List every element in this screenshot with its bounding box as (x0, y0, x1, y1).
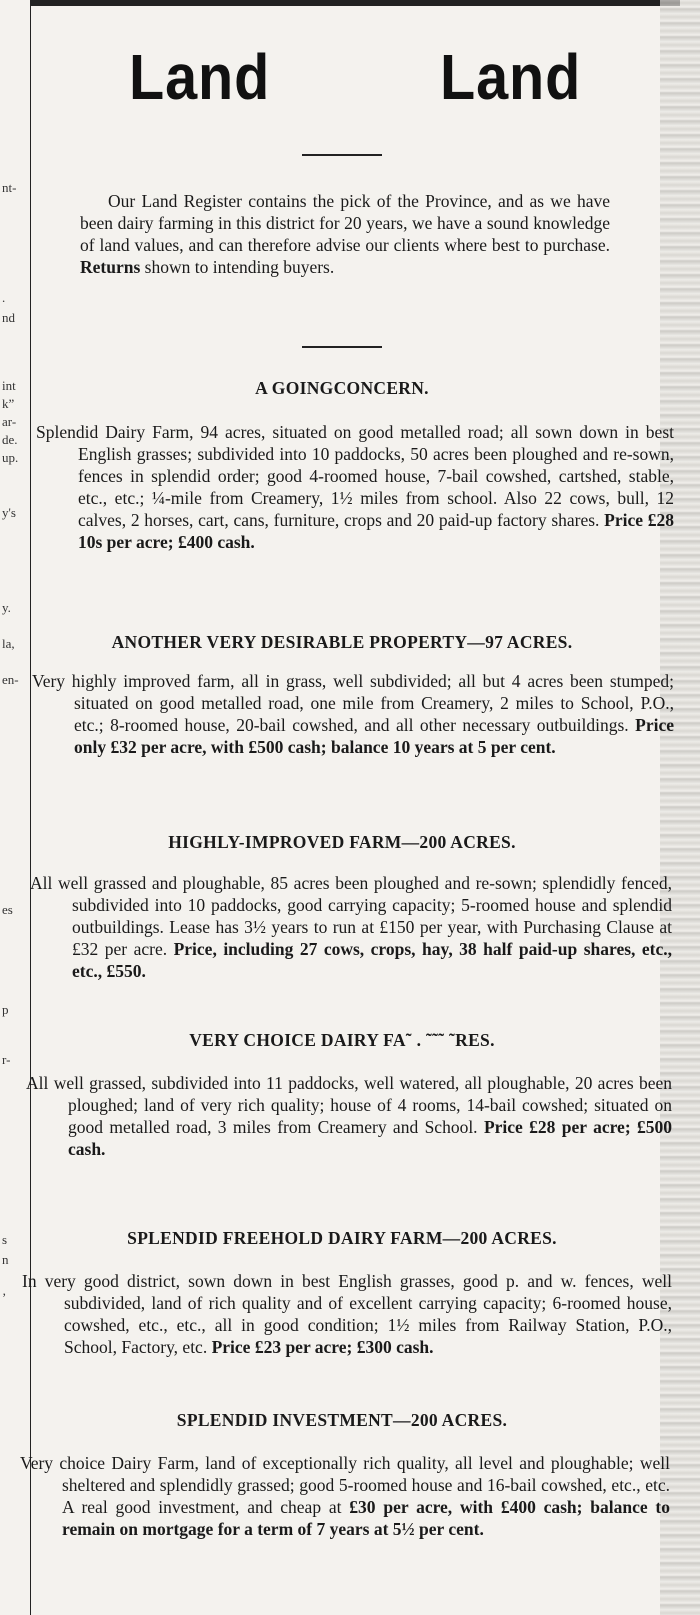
listing-price: Price only £32 per acre, with £500 cash; balance 10 years at 5 per cent. (74, 715, 674, 757)
listing-title: A GOINGCONCERN. (255, 378, 429, 398)
adjacent-fragment: la, (2, 636, 15, 651)
listing-body: All well grassed, subdivided into 11 paddocks, well watered, all ploughable, 20 acres been ploughed; land of very rich quality; house of 4 rooms, 14-bail cowshed; situated on good metalled road, 3 miles from Creamery and School. Price £28 per acre; £500 cash. (26, 1073, 673, 1159)
adjacent-fragment: ar- (2, 414, 17, 429)
intro-tail: shown to intending buyers. (144, 257, 335, 277)
headline (32, 40, 652, 120)
adjacent-fragment: nd (2, 310, 15, 325)
adjacent-fragment: y. (2, 600, 11, 615)
intro-bold: Returns (80, 257, 141, 277)
adjacent-fragment: es (2, 902, 13, 917)
divider-rule (302, 346, 382, 348)
listing-body: Very choice Dairy Farm, land of exceptionally rich quality, all level and ploughable; well sheltered and splendidly grassed; good 5-roomed house and 16-bail cowshed, etc., etc. A real good investment, and cheap at £30 per acre, with £400 cash; balance to remain on mortgage for a term of 7 years at 5½ per cent. (20, 1453, 671, 1539)
listing-body: Very highly improved farm, all in grass, well subdivided; all but 4 acres been stumped; situated on good metalled road, one mile from Creamery, 2 miles to School, P.O., etc.; 8-roomed house, 20-bail cowshed, and all other necessary outbuildings. Price only £32 per acre, with £500 cash; balance 10 years at 5 per cent. (32, 671, 674, 757)
adjacent-column (0, 0, 31, 1615)
listing-body: In very good district, sown down in best English grasses, good p. and w. fences, well subdivided, land of rich quality and of excellent carrying capacity; 6-roomed house, cowshed, etc., etc., all in good condition; 1½ miles from Railway Station, P.O., School, Factory, etc. Price £23 per acre; £300 cash. (22, 1271, 672, 1357)
listing-price: Price £28 per acre; £500 cash. (68, 1117, 673, 1159)
listing-body: All well grassed and ploughable, 85 acres been ploughed and re-sown; splendidly fenced, subdivided into 10 paddocks, good carrying capacity; 5-roomed house and splendid outbuildings. Lease has 3½ years to run at £150 per year, with Purchasing Clause at £32 per acre. Price, including 27 cows, crops, hay, 38 half paid-up shares, etc., etc., £550. (30, 873, 673, 981)
listing-title: HIGHLY-IMPROVED FARM—200 ACRES. (168, 832, 516, 852)
adjacent-fragment: nt- (2, 180, 17, 195)
adjacent-fragment: . (2, 290, 6, 305)
listing-title: SPLENDID INVESTMENT—200 ACRES. (176, 1410, 508, 1430)
intro-paragraph (80, 190, 610, 278)
adjacent-fragment: p (2, 1002, 9, 1017)
adjacent-fragment: n (2, 1252, 9, 1267)
headline-word-left: Land (129, 41, 271, 113)
adjacent-fragment: k” (2, 396, 15, 411)
listing-price: Price £23 per acre; £300 cash. (211, 1337, 434, 1357)
listing-title: SPLENDID FREEHOLD DAIRY FARM—200 ACRES. (127, 1228, 557, 1248)
scan-edge-noise (660, 0, 700, 1615)
adjacent-fragment: s (2, 1232, 8, 1247)
divider-rule (302, 154, 382, 156)
adjacent-fragment: y's (2, 505, 16, 520)
listing-price: Price, including 27 cows, crops, hay, 38 half paid-up shares, etc., etc., £550. (72, 939, 673, 981)
listing-body: Splendid Dairy Farm, 94 acres, situated on good metalled road; all sown down in best English grasses; subdivided into 10 paddocks, 50 acres been ploughed and re-sown, fences in splendid order; good 4-roomed house, 7-bail cowshed, cartshed, stable, etc., etc.; ¼-mile from Creamery, 1½ miles from school. Also 22 cows, bull, 12 calves, 2 horses, cart, cans, furniture, crops and 20 paid-up factory shares. Price £28 10s per acre; £400 cash. (36, 422, 675, 552)
listing-price: Price £28 10s per acre; £400 cash. (78, 510, 675, 552)
intro-text: Our Land Register contains the pick of the Province, and as we have been dairy farming in this district for 20 years, we have a sound knowledge of land values, and can therefore advise our clients where best to purchase. (80, 191, 610, 255)
listing-title: VERY CHOICE DAIRY FA˜ . ˜˜˜ ˜RES. (189, 1030, 495, 1050)
listing-title: ANOTHER VERY DESIRABLE PROPERTY—97 ACRES. (111, 632, 573, 652)
adjacent-fragment: up. (2, 450, 19, 465)
adjacent-fragment: de. (2, 432, 18, 447)
adjacent-fragment: ’ (2, 1290, 7, 1305)
headline-word-right: Land (440, 41, 582, 113)
land-advertisement (20, 6, 675, 1615)
adjacent-fragment: r- (2, 1052, 11, 1067)
listing-price: £30 per acre, with £400 cash; balance to remain on mortgage for a term of 7 years at 5½ per cent. (62, 1497, 671, 1539)
adjacent-fragment: en- (2, 672, 19, 687)
adjacent-fragment: int (2, 378, 16, 393)
